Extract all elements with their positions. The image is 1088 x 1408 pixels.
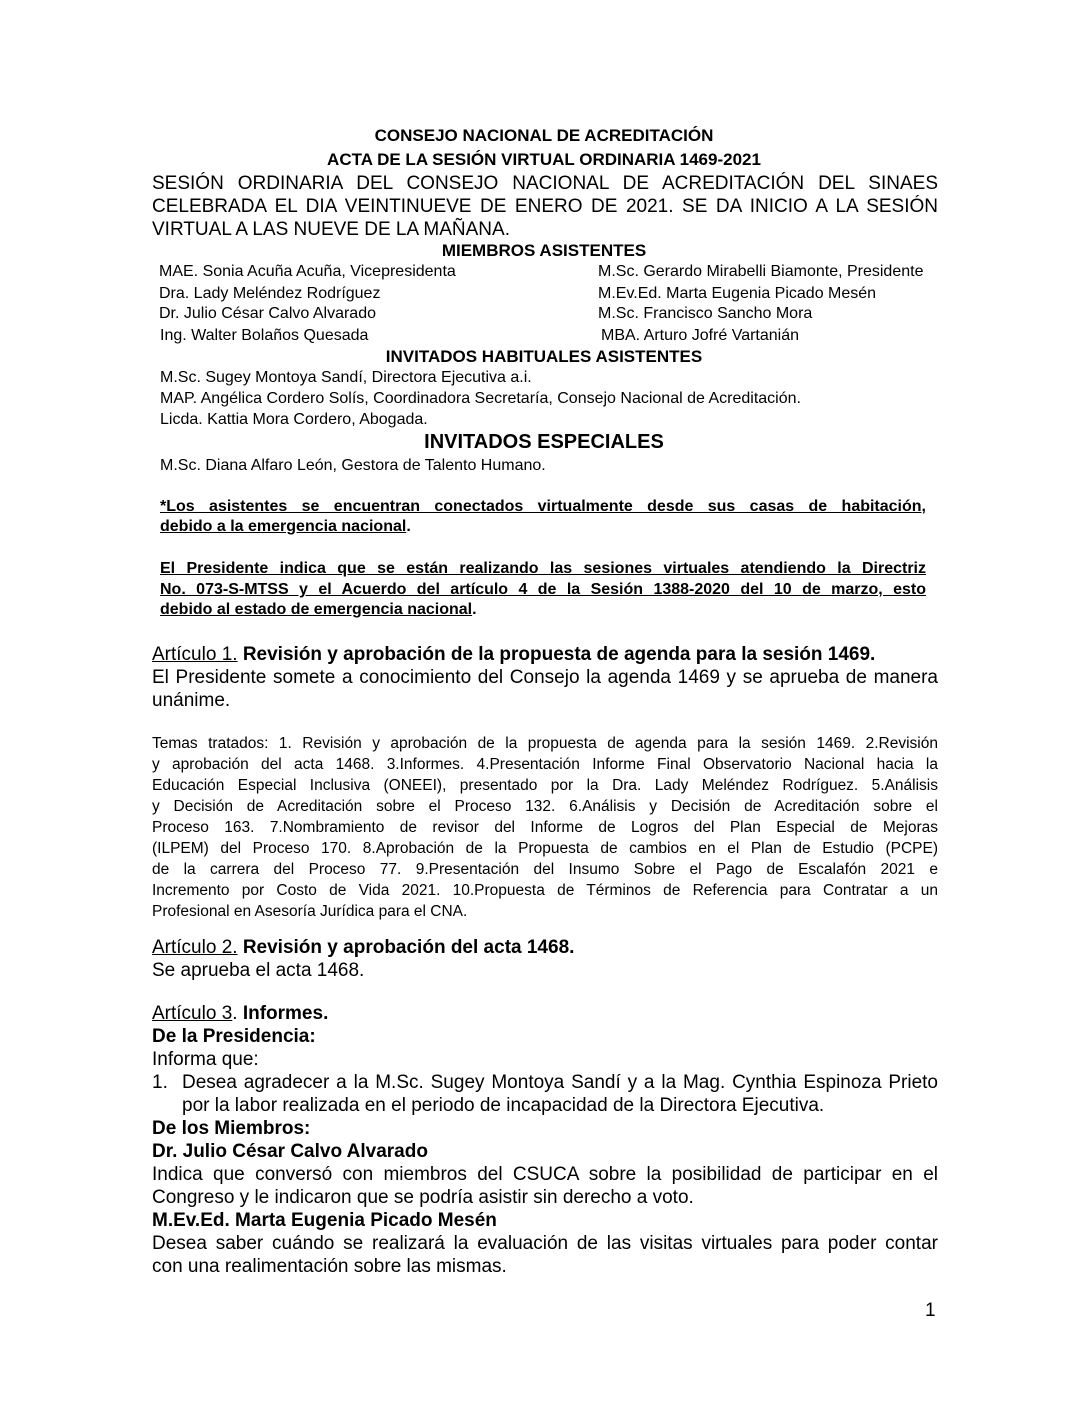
member-left-4: Ing. Walter Bolaños Quesada — [160, 327, 369, 344]
document-title: CONSEJO NACIONAL DE ACREDITACIÓN — [374, 126, 714, 145]
member-right-1: M.Sc. Gerardo Mirabelli Biamonte, Presidente — [598, 263, 924, 280]
list-item-line-2: por la labor realizada en el periodo de incapacidad de la Directora Ejecutiva. — [182, 1095, 825, 1116]
article1-heading — [152, 644, 875, 666]
article2-label: Artículo 2. — [152, 937, 238, 958]
article1-label: Artículo 1. — [152, 644, 238, 665]
article1-body-line-2: unánime. — [152, 690, 231, 711]
member2-line-1: Desea saber cuándo se realizará la evaluación de las visitas virtuales para poder contar — [152, 1233, 938, 1254]
article3-heading — [152, 1003, 328, 1025]
guest-2: MAP. Angélica Cordero Solís, Coordinadora Secretaría, Consejo Nacional de Acreditación. — [160, 390, 801, 407]
informa-que: Informa que: — [152, 1049, 259, 1070]
topics-line-8: Incremento por Costo de Vida 2021. 10.Propuesta de Términos de Referencia para Contratar a un — [152, 882, 938, 899]
article1-title: Revisión y aprobación de la propuesta de agenda para la sesión 1469. — [242, 644, 876, 665]
intro-line-1: SESIÓN ORDINARIA DEL CONSEJO NACIONAL DE ACREDITACIÓN DEL SINAES — [152, 173, 938, 194]
special-guests-heading: INVITADOS ESPECIALES — [424, 431, 664, 453]
article2-body: Se aprueba el acta 1468. — [152, 960, 365, 981]
member1-name: Dr. Julio César Calvo Alvarado — [152, 1141, 428, 1162]
member2-line-2: con una realimentación sobre las mismas. — [152, 1256, 507, 1277]
page-number: 1 — [925, 1300, 936, 1321]
member1-line-2: Congreso y le indicaron que se podría asistir sin derecho a voto. — [152, 1187, 694, 1208]
member-right-2: M.Ev.Ed. Marta Eugenia Picado Mesén — [598, 285, 877, 302]
topics-line-7: de la carrera del Proceso 77. 9.Presentación del Insumo Sobre el Pago de Escalafón 2021 e — [152, 861, 938, 878]
member-right-3: M.Sc. Francisco Sancho Mora — [598, 305, 813, 322]
topics-line-5: Proceso 163. 7.Nombramiento de revisor del Informe de Logros del Plan Especial de Mejoras — [152, 819, 938, 836]
topics-line-9: Profesional en Asesoría Jurídica para el CNA. — [152, 903, 468, 920]
members-heading: MIEMBROS ASISTENTES — [441, 241, 647, 260]
article3-title: Informes. — [242, 1003, 329, 1024]
note2-line-1 — [160, 559, 926, 579]
article2-title: Revisión y aprobación del acta 1468. — [242, 937, 575, 958]
note1-line-2 — [160, 517, 411, 537]
member1-line-1: Indica que conversó con miembros del CSUCA sobre la posibilidad de participar en el — [152, 1164, 938, 1185]
note2-line-3-text: debido al estado de emergencia nacional — [160, 601, 473, 618]
note1-period: . — [406, 518, 411, 535]
document-subtitle: ACTA DE LA SESIÓN VIRTUAL ORDINARIA 1469-2021 — [327, 150, 761, 169]
topics-line-2: y aprobación del acta 1468. 3.Informes. 4.Presentación Informe Final Observatorio Nacional hacia la — [152, 756, 938, 773]
member-left-2: Dra. Lady Meléndez Rodríguez — [159, 285, 381, 302]
note2-line-2-text: No. 073-S-MTSS y el Acuerdo del artículo 4 de la Sesión 1388-2020 del 10 de marzo, esto — [160, 581, 926, 598]
article2-heading — [152, 937, 574, 959]
member-right-4: MBA. Arturo Jofré Vartanián — [601, 327, 800, 344]
topics-line-6: (ILPEM) del Proceso 170. 8.Aprobación de la Propuesta de cambios en el Plan de Estudio (PCPE) — [152, 840, 938, 857]
intro-line-3: VIRTUAL A LAS NUEVE DE LA MAÑANA. — [152, 219, 510, 240]
article3-label: Artículo 3 — [152, 1003, 233, 1024]
note1-line-1 — [160, 497, 926, 517]
list-item-number: 1. — [152, 1072, 168, 1093]
special-guest-1: M.Sc. Diana Alfaro León, Gestora de Talento Humano. — [160, 457, 546, 474]
guests-heading: INVITADOS HABITUALES ASISTENTES — [385, 347, 703, 366]
intro-line-2: CELEBRADA EL DIA VEINTINUEVE DE ENERO DE 2021. SE DA INICIO A LA SESIÓN — [152, 196, 938, 217]
note2-line-2 — [160, 580, 926, 600]
guest-1: M.Sc. Sugey Montoya Sandí, Directora Ejecutiva a.i. — [160, 369, 532, 386]
topics-line-1: Temas tratados: 1. Revisión y aprobación de la propuesta de agenda para la sesión 1469. 2.Revisión — [152, 735, 938, 752]
topics-line-3: Educación Especial Inclusiva (ONEEI), presentado por la Dra. Lady Meléndez Rodríguez. 5.Análisis — [152, 777, 938, 794]
note2-period: . — [472, 601, 477, 618]
note2-line-1-text: El Presidente indica que se están realizando las sesiones virtuales atendiendo la Directriz — [160, 560, 926, 577]
article3-sep: . — [232, 1003, 238, 1024]
member-left-3: Dr. Julio César Calvo Alvarado — [159, 305, 376, 322]
member2-name: M.Ev.Ed. Marta Eugenia Picado Mesén — [152, 1210, 497, 1231]
members-reports-heading: De los Miembros: — [152, 1118, 311, 1139]
member-left-1: MAE. Sonia Acuña Acuña, Vicepresidenta — [159, 263, 456, 280]
article1-body-line-1: El Presidente somete a conocimiento del Consejo la agenda 1469 y se aprueba de manera — [152, 667, 938, 688]
note1-line-2-text: debido a la emergencia nacional — [160, 518, 407, 535]
topics-line-4: y Decisión de Acreditación sobre el Proceso 132. 6.Análisis y Decisión de Acreditación sobre el — [152, 798, 938, 815]
note2-line-3 — [160, 600, 477, 620]
list-item-line-1: Desea agradecer a la M.Sc. Sugey Montoya Sandí y a la Mag. Cynthia Espinoza Prieto — [182, 1072, 938, 1093]
note1-line-1-text: *Los asistentes se encuentran conectados virtualmente desde sus casas de habitación, — [160, 498, 926, 515]
presidency-heading: De la Presidencia: — [152, 1026, 316, 1047]
guest-3: Licda. Kattia Mora Cordero, Abogada. — [160, 411, 428, 428]
